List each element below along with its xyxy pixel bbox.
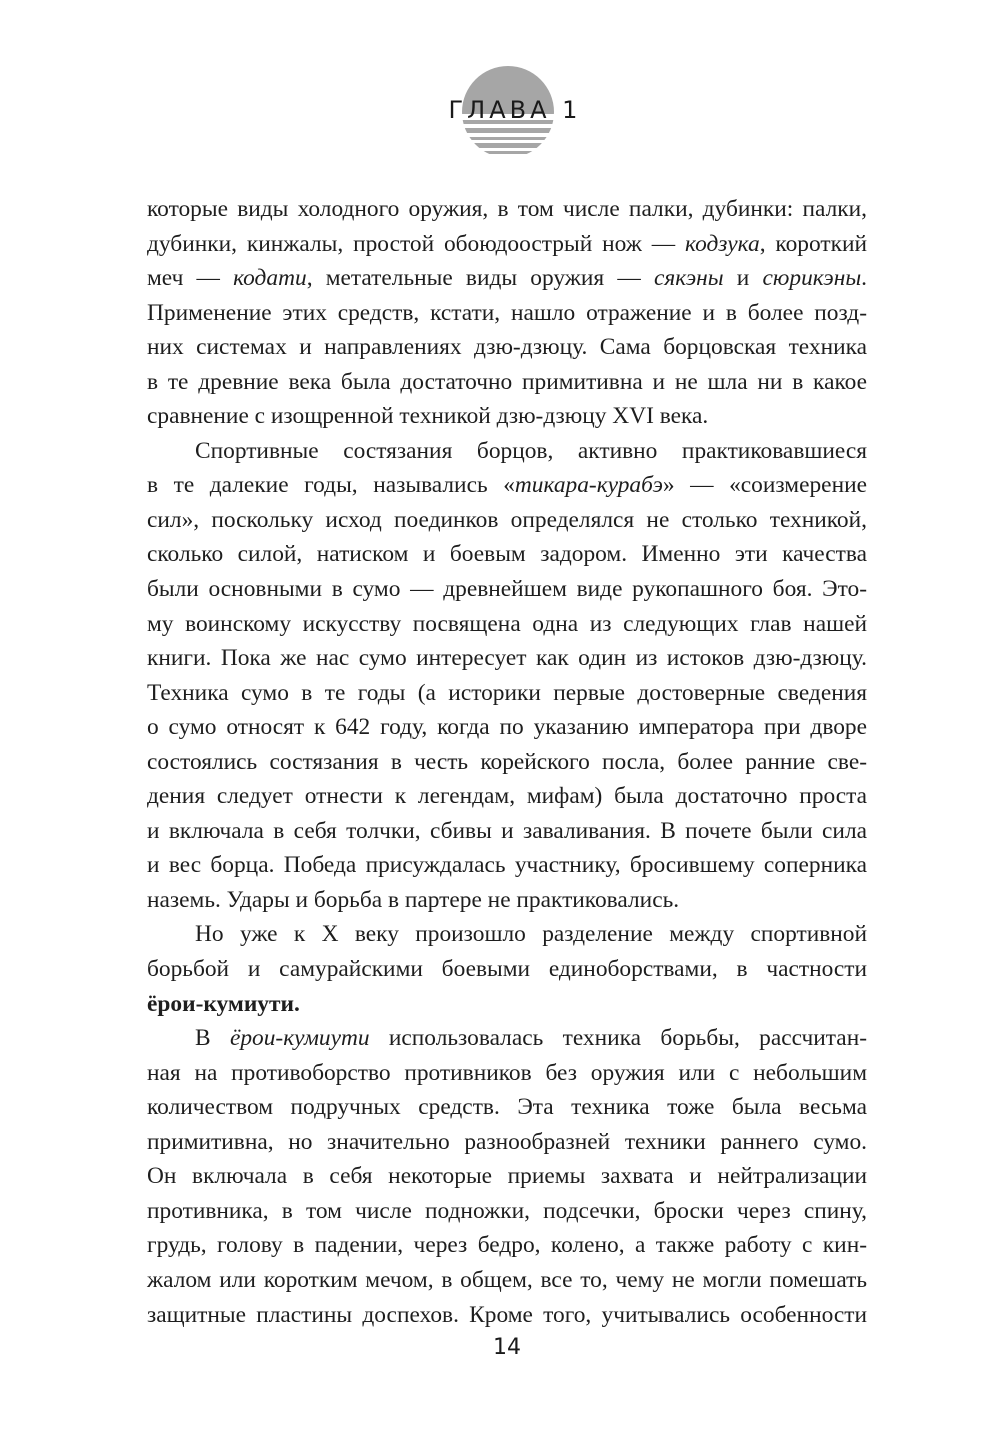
text-line: Он включала в себя некоторые приемы захвата и нейтрализации: [147, 1163, 867, 1190]
text-line: ёрои-кумиути.: [147, 990, 300, 1017]
text-line: которые виды холодного оружия, в том числе палки, дубинки: палки,: [147, 196, 867, 222]
chapter-title: ГЛАВА 1: [448, 96, 582, 124]
text-line: сил», поскольку исход поединков определялся не столько техникой,: [147, 506, 867, 533]
text-line: количеством подручных средств. Эта техника тоже была весьма: [147, 1094, 867, 1121]
text-line: дения следует отнести к легендам, мифам) была достаточно проста: [147, 783, 867, 810]
text-line: состоялись состязания в честь корейского посла, более ранние све-: [147, 748, 867, 775]
text-line: них системах и направлениях дзю-дзюцу. Сама борцовская техника: [147, 334, 867, 361]
text-line: защитные пластины доспехов. Кроме того, учитывались особенности: [147, 1301, 867, 1328]
text-line: жалом или коротким мечом, в общем, все то, чему не могли помешать: [147, 1266, 867, 1293]
text-line: му воинскому искусству посвящена одна из следующих глав нашей: [147, 610, 867, 637]
text-line: в те древние века была достаточно примитивна и не шла ни в какое: [147, 368, 867, 395]
text-line: меч — кодати, метательные виды оружия — сякэны и сюрикэны.: [147, 265, 868, 292]
text-line: сравнение с изощренной техникой дзю-дзюцу XVI века.: [147, 403, 709, 430]
text-line: грудь, голову в падении, через бедро, колено, а также работу с кин-: [147, 1232, 867, 1259]
page-number: 14: [493, 1335, 521, 1360]
text-line: ная на противоборство противников без оружия или с небольшим: [147, 1059, 867, 1086]
text-line: сколько силой, натиском и боевым задором. Именно эти качества: [147, 541, 867, 568]
text-line: В ёрои-кумиути использовалась техника борьбы, рассчитан-: [195, 1025, 867, 1052]
text-line: были основными в сумо — древнейшем виде рукопашного боя. Это-: [147, 576, 867, 603]
text-line: дубинки, кинжалы, простой обоюдоострый нож — кодзука, короткий: [147, 230, 867, 257]
text-line: Спортивные состязания борцов, активно практиковавшиеся: [195, 437, 867, 464]
text-line: борьбой и самурайскими боевыми единоборствами, в частности: [147, 956, 867, 983]
chapter-header: [430, 66, 600, 170]
text-line: Но уже к X веку произошло разделение между спортивной: [195, 921, 867, 948]
text-line: Применение этих средств, кстати, нашло отражение и в более позд-: [147, 299, 867, 326]
text-line: в те далекие годы, назывались «тикара-курабэ» — «соизмерение: [147, 472, 867, 499]
text-line: и включала в себя толчки, сбивы и заваливания. В почете были сила: [147, 817, 867, 844]
text-line: книги. Пока же нас сумо интересует как один из истоков дзю-дзюцу.: [147, 645, 867, 672]
text-line: о сумо относят к 642 году, когда по указанию императора при дворе: [147, 714, 867, 741]
body-text: [147, 192, 867, 1332]
text-line: и вес борца. Победа присуждалась участнику, бросившему соперника: [147, 852, 867, 879]
text-line: примитивна, но значительно разнообразней техники раннего сумо.: [147, 1128, 867, 1155]
text-line: противника, в том числе подножки, подсечки, броски через спину,: [147, 1197, 867, 1224]
text-line: Техника сумо в те годы (а историки первые достоверные сведения: [147, 679, 867, 706]
text-line: наземь. Удары и борьба в партере не практиковались.: [147, 886, 680, 913]
